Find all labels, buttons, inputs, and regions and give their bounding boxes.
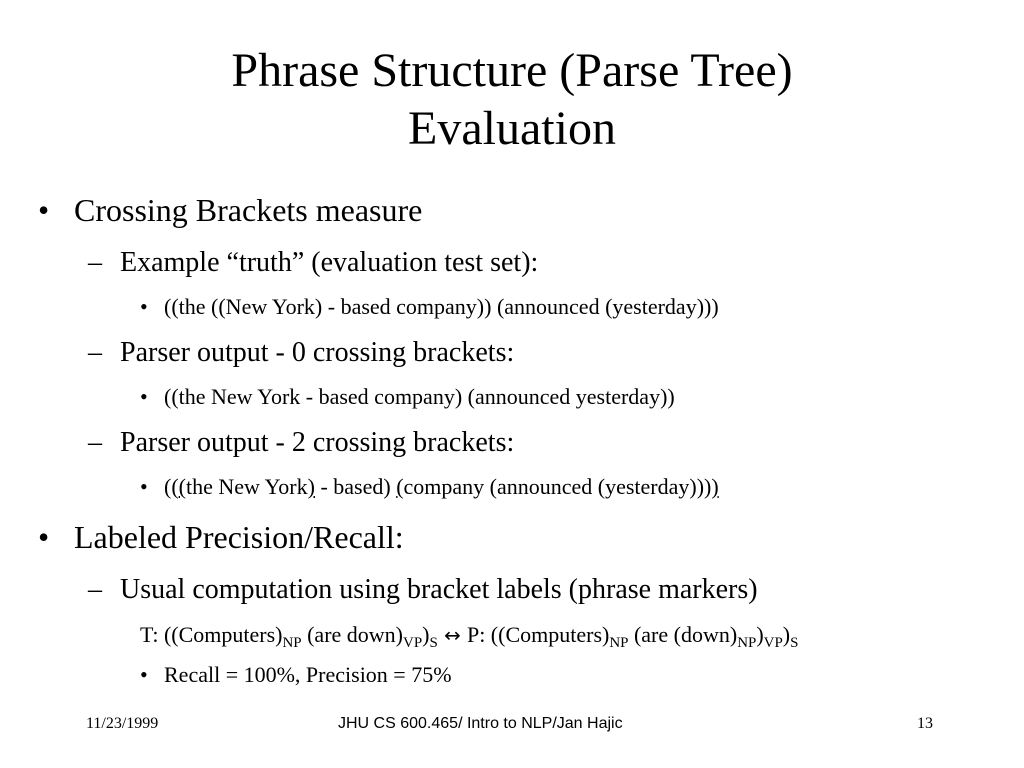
subbullet-parser-0-crossing [88,337,514,369]
subbullet-text: Example “truth” (evaluation test set): [120,247,539,278]
formula-text: T: ((Computers) [140,622,283,647]
left-right-arrow-icon: ↔ [437,624,467,647]
example-text: ((the ((New York) - based company)) (announced (yesterday))) [164,294,719,319]
footer-date: 11/23/1999 [86,715,159,732]
formula-text: ) [422,622,430,647]
footer-course: JHU CS 600.465/ Intro to NLP/Jan Hajic [338,715,623,732]
formula-text: ) [756,622,764,647]
np-label: NP [282,635,302,652]
crossing-bracket-close: ) [307,474,315,499]
subbullet-example-truth [88,247,538,279]
formula-line [140,622,798,652]
recall-precision-result [140,662,452,688]
tree-part: - based) [314,474,397,499]
bullet-labeled-precision-recall [38,519,404,556]
tree-part: the New York [185,474,308,499]
np-label: NP [737,635,757,652]
bullet-marker: • [140,474,148,499]
example-truth-tree [140,294,719,320]
bullet-crossing-brackets [38,192,422,229]
formula-text: (are (down) [628,622,738,647]
parser-0-crossing-tree [140,384,675,410]
vp-label: VP [403,635,423,652]
np-label: NP [609,635,629,652]
bullet-text: Labeled Precision/Recall: [74,519,404,555]
subbullet-parser-2-crossing [88,427,514,459]
crossing-bracket-open: ( [178,474,186,499]
subbullet-text: Parser output - 0 crossing brackets: [120,337,515,368]
tree-part: company (announced (yesterday))) [403,474,712,499]
bullet-marker: • [38,192,50,228]
crossing-bracket-close: ) [711,474,719,499]
bullet-text: Crossing Brackets measure [74,192,423,228]
subbullet-text: Parser output - 2 crossing brackets: [120,427,515,458]
parser-2-crossing-tree [140,474,719,500]
s-label: S [790,635,799,652]
example-text: ((the New York - based company) (announced yesterday)) [164,384,675,409]
dash-marker: – [88,247,102,278]
dash-marker: – [88,337,102,368]
result-text: Recall = 100%, Precision = 75% [164,662,452,687]
s-label: S [429,635,438,652]
subbullet-text: Usual computation using bracket labels (phrase markers) [120,574,758,605]
bullet-marker: • [140,384,148,409]
dash-marker: – [88,574,102,605]
footer-page-number: 13 [917,715,933,732]
tree-part: (( [164,474,179,499]
formula-text: (are down) [301,622,404,647]
subbullet-usual-computation [88,574,758,606]
bullet-marker: • [38,519,50,555]
dash-marker: – [88,427,102,458]
slide-title-line2: Evaluation [408,101,616,155]
bullet-marker: • [140,294,148,319]
formula-text: P: ((Computers) [466,622,610,647]
formula-text: ) [782,622,791,647]
bullet-marker: • [140,662,148,687]
slide-title-line1: Phrase Structure (Parse Tree) [231,44,793,97]
crossing-bracket-open: ( [396,474,404,499]
vp-label: VP [763,635,783,652]
